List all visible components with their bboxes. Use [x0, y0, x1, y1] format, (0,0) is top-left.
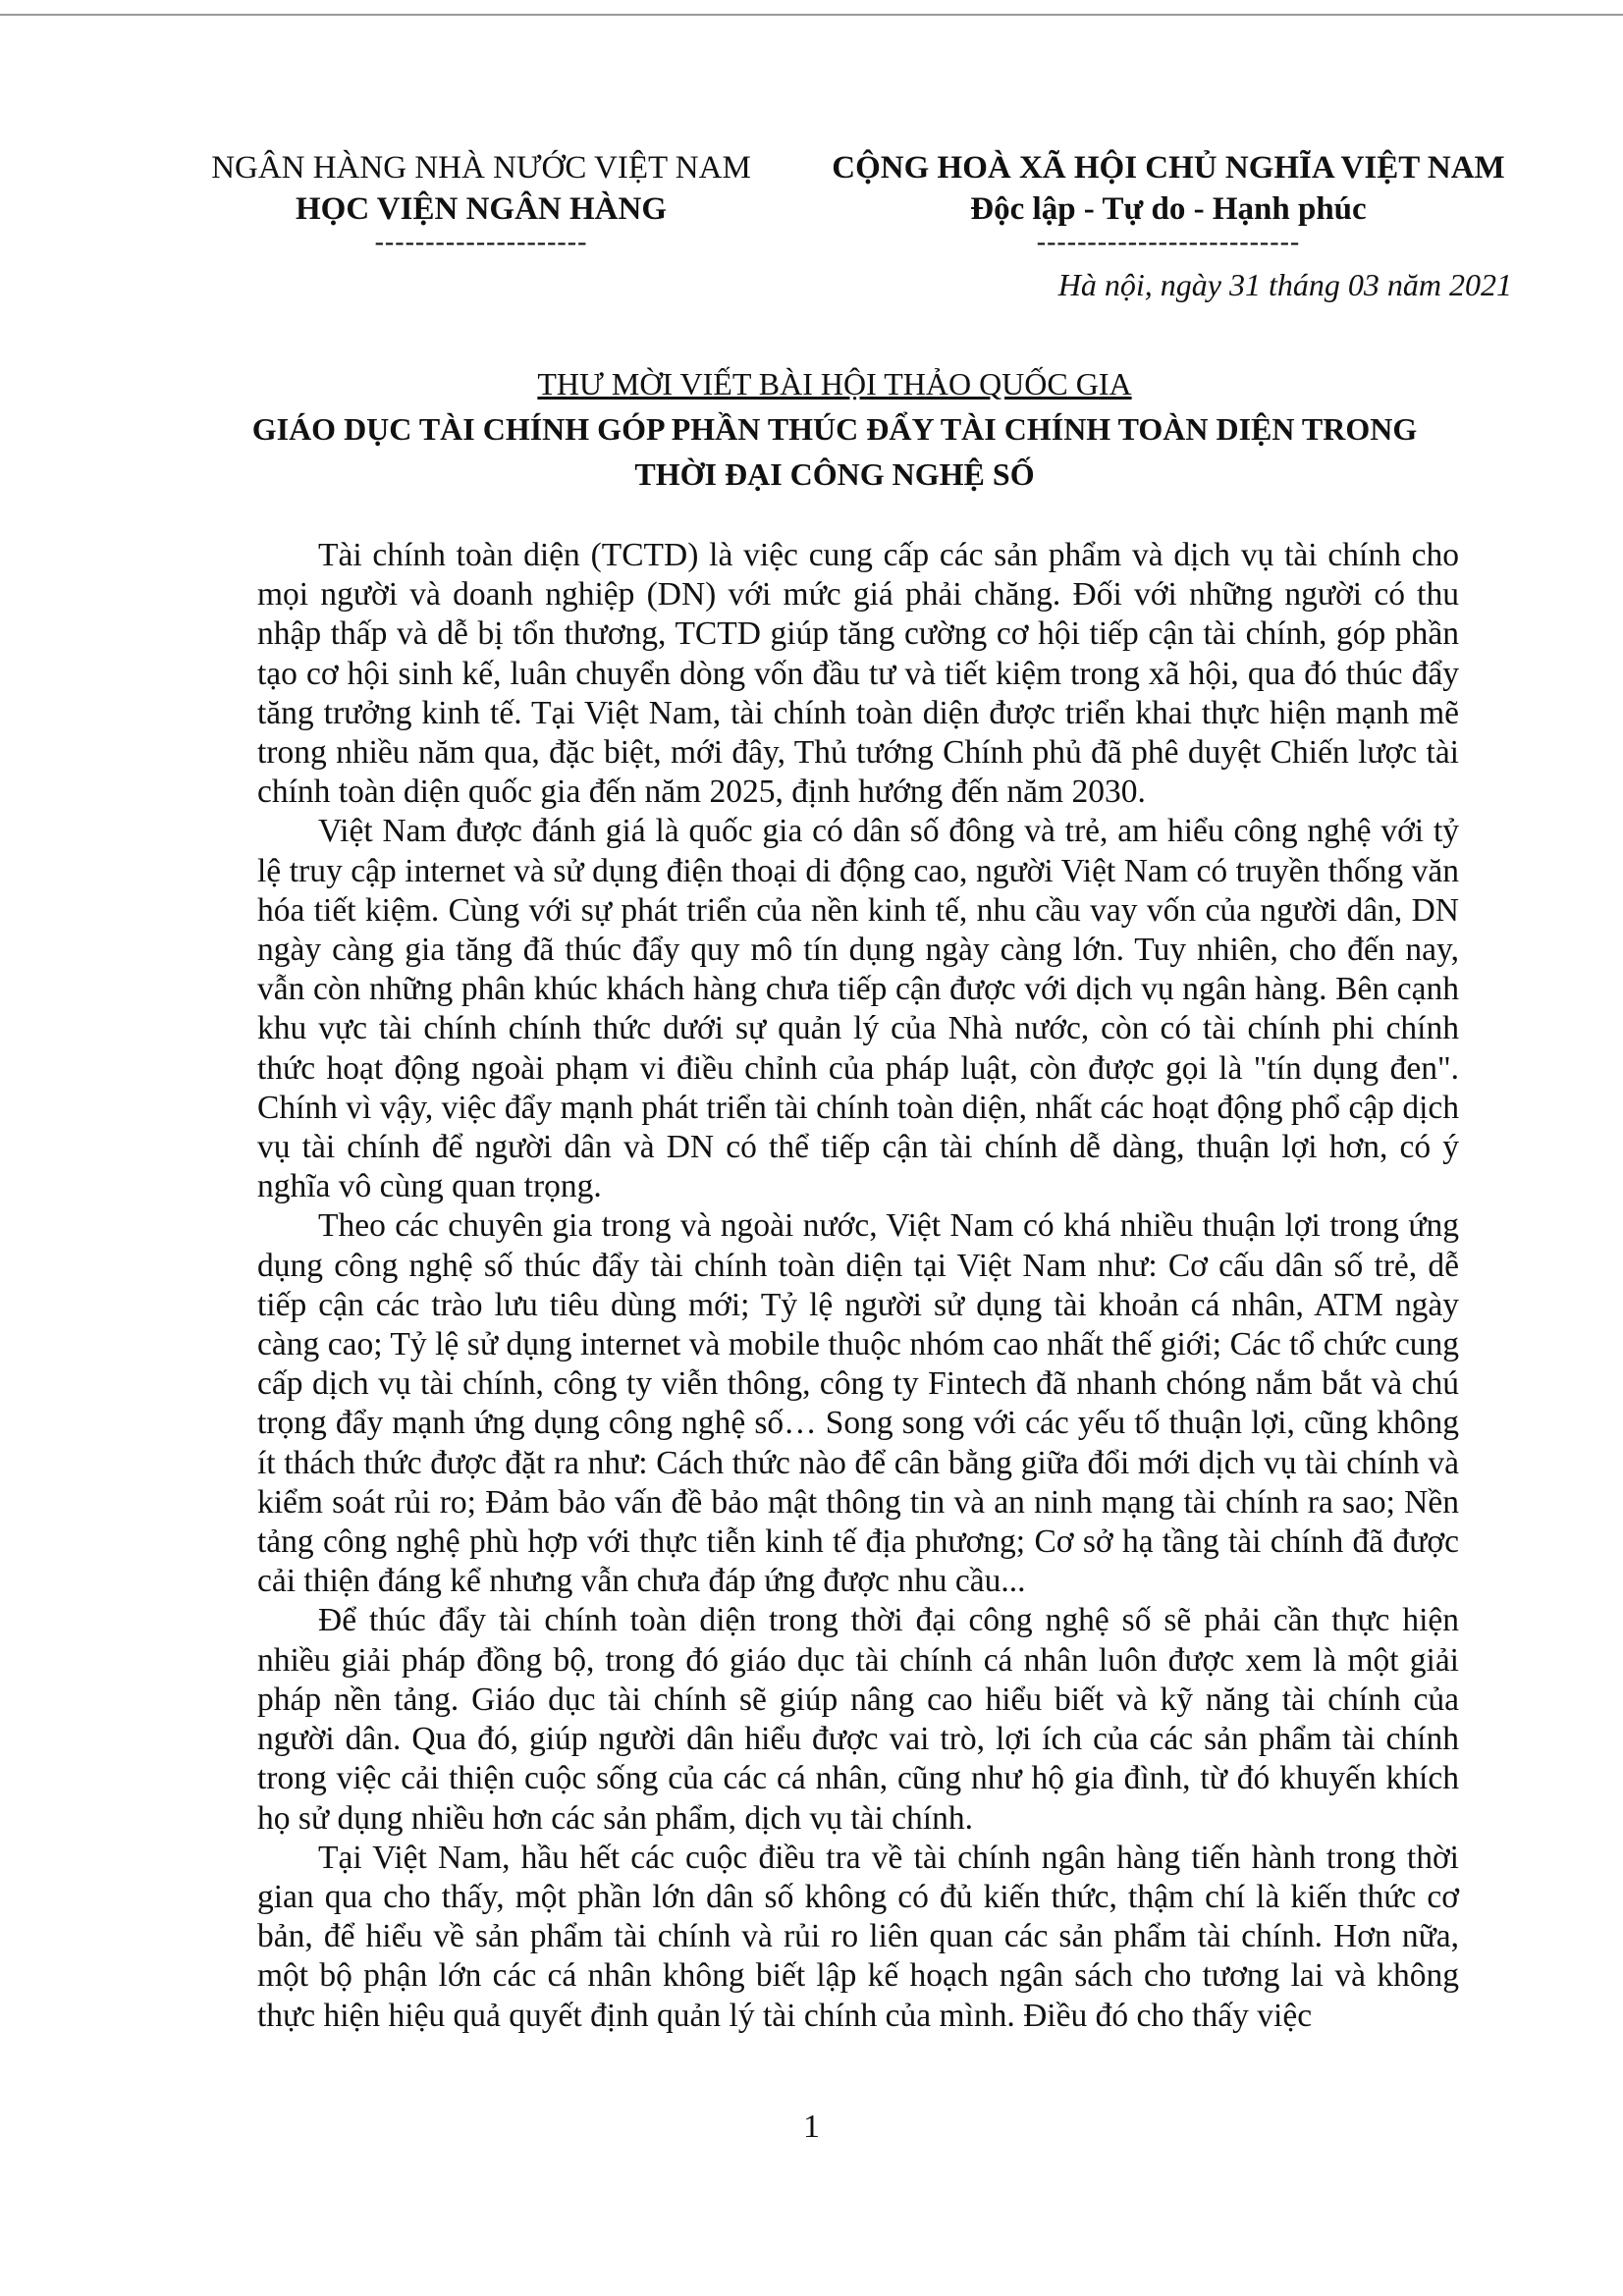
title-line-2: GIÁO DỤC TÀI CHÍNH GÓP PHẦN THÚC ĐẨY TÀI CHÍNH TOÀN DIỆN TRONG — [251, 411, 1418, 447]
paragraph-4: Để thúc đẩy tài chính toàn diện trong thời đại công nghệ số sẽ phải cần thực hiện nhiều giải pháp đồng bộ, trong đó giáo dục tài chính cá nhân luôn được xem là một giải pháp nền tảng. Giáo dục tài chính sẽ giúp nâng cao hiểu biết và kỹ năng tài chính của người dân. Qua đó, giúp người dân hiểu được vai trò, lợi ích của các sản phẩm tài chính trong việc cải thiện cuộc sống của các cá nhân, cũng như hộ gia đình, từ đó khuyến khích họ sử dụng nhiều hơn các sản phẩm, dịch vụ tài chính. — [257, 1602, 1459, 1837]
paragraph-5: Tại Việt Nam, hầu hết các cuộc điều tra về tài chính ngân hàng tiến hành trong thời gian qua cho thấy, một phần lớn dân số không có đủ kiến thức, thậm chí là kiến thức cơ bản, để hiểu về sản phẩm tài chính và rủi ro liên quan các sản phẩm tài chính. Hơn nữa, một bộ phận lớn các cá nhân không biết lập kế hoạch ngân sách cho tương lai và không thực hiện hiệu quả quyết định quản lý tài chính của mình. Điều đó cho thấy việc — [257, 1839, 1459, 2034]
country-name: CỘNG HOÀ XÃ HỘI CHỦ NGHĨA VIỆT NAM — [832, 150, 1505, 186]
issuer-block — [177, 147, 785, 255]
motto-divider: -------------------------- — [1036, 227, 1301, 257]
motto: Độc lập - Tự do - Hạnh phúc — [970, 191, 1367, 227]
document-date: Hà nội, ngày 31 tháng 03 năm 2021 — [1057, 267, 1512, 302]
paragraph-2: Việt Nam được đánh giá là quốc gia có dân số đông và trẻ, am hiểu công nghệ với tỷ lệ truy cập internet và sử dụng điện thoại di động cao, người Việt Nam có truyền thống văn hóa tiết kiệm. Cùng với sự phát triển của nền kinh tế, nhu cầu vay vốn của người dân, DN ngày càng gia tăng đã thúc đẩy quy mô tín dụng ngày càng lớn. Tuy nhiên, cho đến nay, vẫn còn những phân khúc khách hàng chưa tiếp cận được với dịch vụ ngân hàng. Bên cạnh khu vực tài chính chính thức dưới sự quản lý của Nhà nước, còn có tài chính phi chính thức hoạt động ngoài phạm vi điều chỉnh của pháp luật, còn được gọi là "tín dụng đen". Chính vì vậy, việc đẩy mạnh phát triển tài chính toàn diện, nhất các hoạt động phổ cập dịch vụ tài chính để người dân và DN có thể tiếp cận tài chính dễ dàng, thuận lợi hơn, có ý nghĩa vô cùng quan trọng. — [257, 813, 1459, 1205]
title-line-1: THƯ MỜI VIẾT BÀI HỘI THẢO QUỐC GIA — [537, 366, 1132, 401]
issuer-org-name: HỌC VIỆN NGÂN HÀNG — [295, 191, 667, 227]
page-number: 1 — [803, 2109, 820, 2145]
issuer-divider: --------------------- — [374, 227, 588, 257]
paragraph-3: Theo các chuyên gia trong và ngoài nước, Việt Nam có khá nhiều thuận lợi trong ứng dụng công nghệ số thúc đẩy tài chính toàn diện tại Việt Nam như: Cơ cấu dân số trẻ, dễ tiếp cận các trào lưu tiêu dùng mới; Tỷ lệ người sử dụng tài khoản cá nhân, ATM ngày càng cao; Tỷ lệ sử dụng internet và mobile thuộc nhóm cao nhất thế giới; Các tổ chức cung cấp dịch vụ tài chính, công ty viễn thông, công ty Fintech đã nhanh chóng nắm bắt và chú trọng đẩy mạnh ứng dụng công nghệ số… Song song với các yếu tố thuận lợi, cũng không ít thách thức được đặt ra như: Cách thức nào để cân bằng giữa đổi mới dịch vụ tài chính và kiểm soát rủi ro; Đảm bảo vấn đề bảo mật thông tin và an ninh mạng tài chính ra sao; Nền tảng công nghệ phù hợp với thực tiễn kinh tế địa phương; Cơ sở hạ tầng tài chính đã được cải thiện đáng kể nhưng vẫn chưa đáp ứng được nhu cầu... — [257, 1207, 1459, 1600]
document-body — [257, 536, 1459, 2036]
issuer-parent-org: NGÂN HÀNG NHÀ NƯỚC VIỆT NAM — [211, 150, 751, 186]
national-motto-block — [805, 147, 1532, 255]
paragraph-1: Tài chính toàn diện (TCTD) là việc cung cấp các sản phẩm và dịch vụ tài chính cho mọi người và doanh nghiệp (DN) với mức giá phải chăng. Đối với những người có thu nhập thấp và dễ bị tổn thương, TCTD giúp tăng cường cơ hội tiếp cận tài chính, góp phần tạo cơ hội sinh kế, luân chuyển dòng vốn đầu tư và tiết kiệm trong xã hội, qua đó thúc đẩy tăng trưởng kinh tế. Tại Việt Nam, tài chính toàn diện được triển khai thực hiện mạnh mẽ trong nhiều năm qua, đặc biệt, mới đây, Thủ tướng Chính phủ đã phê duyệt Chiến lược tài chính toàn diện quốc gia đến năm 2025, định hướng đến năm 2030. — [257, 537, 1459, 811]
document-title — [137, 361, 1532, 497]
title-line-3: THỜI ĐẠI CÔNG NGHỆ SỐ — [634, 456, 1035, 492]
